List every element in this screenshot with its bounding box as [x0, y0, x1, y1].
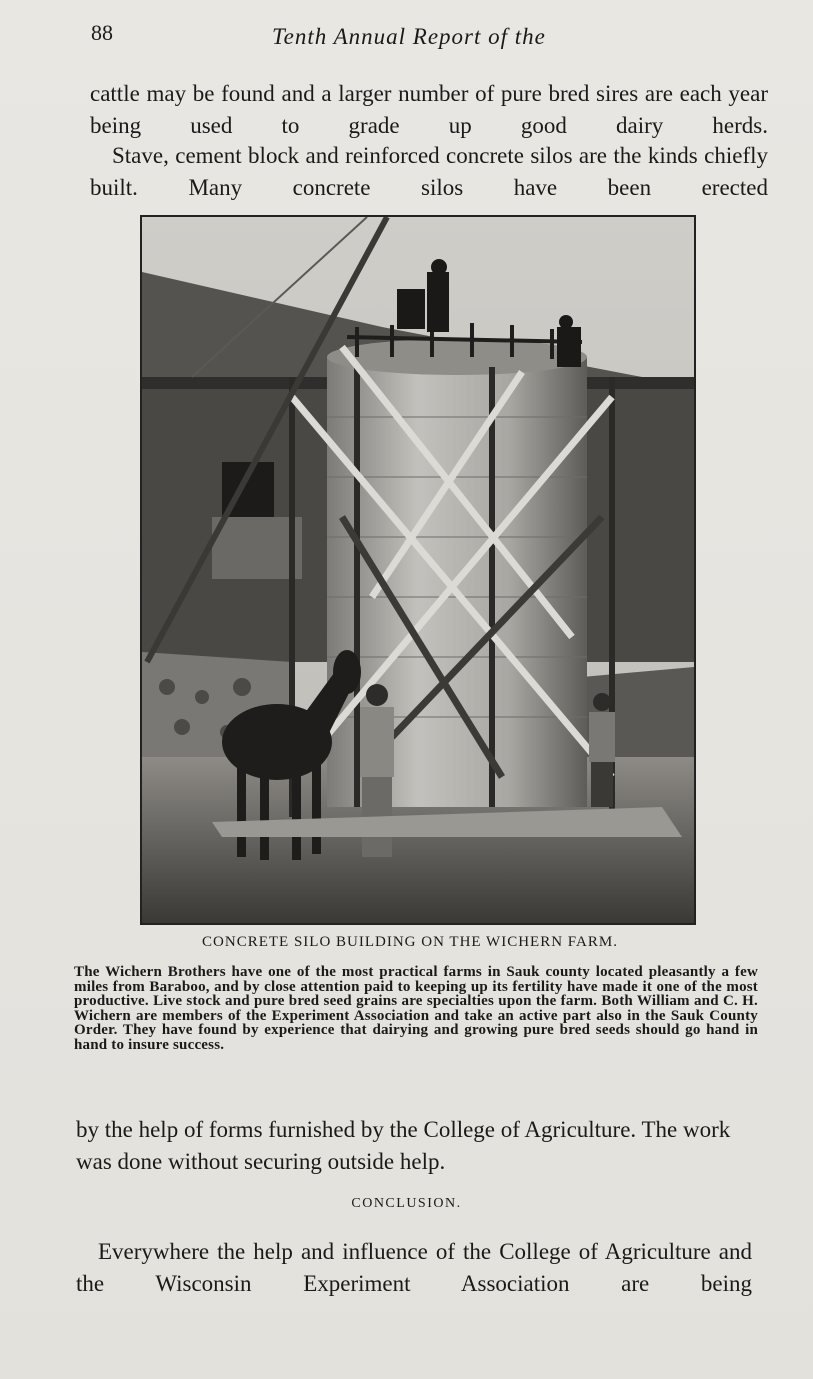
paragraph-2: Stave, cement block and reinforced concrete silos are the kinds chiefly built. Many concrete silos have been erected: [90, 143, 768, 200]
running-title: Tenth Annual Report of the: [272, 24, 546, 49]
paragraph-1: cattle may be found and a larger number of pure bred sires are each year being used to grade up good dairy herds.: [90, 81, 768, 138]
paragraph-4: Everywhere the help and influence of the College of Agriculture and the Wisconsin Experiment Association are being: [76, 1239, 752, 1296]
figure-caption-body: The Wichern Brothers have one of the most practical farms in Sauk county located pleasantly a few miles from Baraboo, and by close attention paid to keeping up its fertility have made it one of the most productive. Live stock and pure bred seed grains are specialties upon the farm. Both William and C. H. Wichern are members of the Experiment Association and take an active part also in the Sauk County Order. They have found by experience that dairying and growing pure bred seeds should go hand in hand to insure success.: [74, 964, 758, 1053]
page-header: [88, 18, 773, 58]
paragraph-3: by the help of forms furnished by the College of Agriculture. The work was done without securing outside help.: [76, 1117, 731, 1174]
page-number: 88: [91, 20, 113, 45]
figure-caption-title: CONCRETE SILO BUILDING ON THE WICHERN FARM.: [202, 934, 618, 950]
silo-photo-illustration: [142, 217, 694, 923]
silo-photograph: [140, 215, 696, 925]
section-heading: CONCLUSION.: [351, 1196, 462, 1211]
